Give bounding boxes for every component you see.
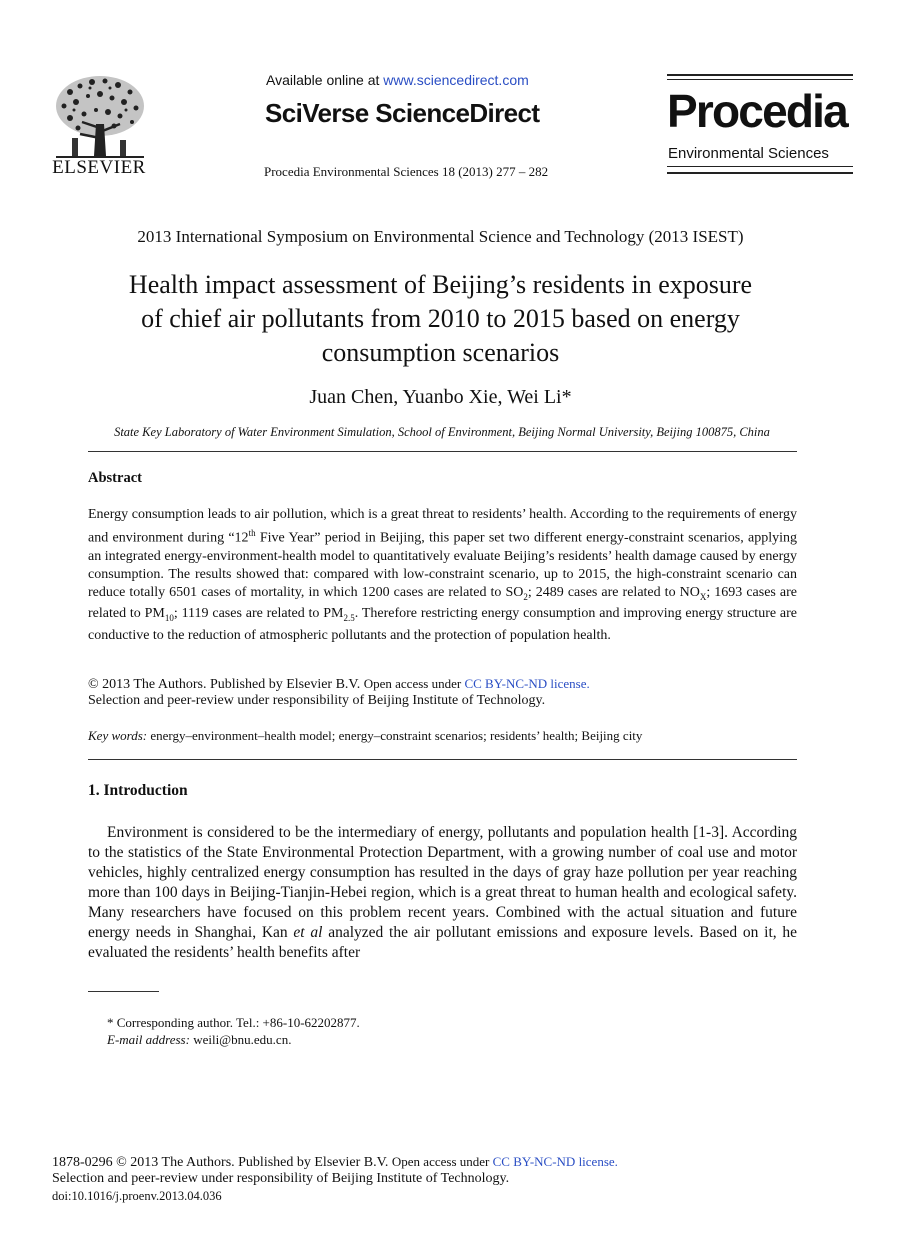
abstract-text: Energy consumption leads to air pollution, which is a great threat to residents’ health. According to the requirements of energy and environment during “12th Five Year” period in Beijing, this paper set two different energy-constraint scenarios, applying an integrated energy-environment-health model to quantitatively evaluate Beijing’s residents’ health damage caused by energy consumption. The results showed that: compared with low-constraint scenario, up to 2015, the high-constraint scenario can reduce totally 6501 cases of mortality, in which 1200 cases are related to $SO_2$; 2489 cases are related to $NO_X$; 1693 cases are related to $PM_{10}$; 1119 cases are related to $PM_{2.5}$. Therefore restricting energy consumption and improving energy structure are conductive to the reduction of atmospheric pollutants and the protection of population health.: [88, 507, 797, 644]
title-line: consumption scenarios: [321, 338, 560, 367]
affiliation: State Key Laboratory of Water Environment Simulation, School of Environment, Beijing Normal University, Beijing 100875, China: [114, 425, 770, 439]
abstract-heading: Abstract: [88, 470, 142, 486]
copyright-notice: © 2013 The Authors. Published by Elsevier B.V. Open access under CC BY-NC-ND license.: [88, 676, 590, 692]
footer-peer-review: Selection and peer-review under responsibility of Beijing Institute of Technology.: [52, 1171, 510, 1186]
author-list: Juan Chen, Yuanbo Xie, Wei Li*: [309, 386, 572, 408]
email-note: [107, 1032, 291, 1048]
symposium-line: 2013 International Symposium on Environmental Science and Technology (2013 ISEST): [137, 227, 744, 246]
procedia-rule: [667, 79, 853, 80]
introduction-heading: 1. Introduction: [88, 782, 188, 799]
paper-title: [60, 268, 821, 370]
footer-doi[interactable]: doi:10.1016/j.proenv.2013.04.036: [52, 1189, 222, 1203]
email-label: E-mail address:: [107, 1032, 190, 1047]
footnote-divider: [88, 991, 159, 992]
footer-license-link[interactable]: CC BY-NC-ND license.: [492, 1154, 618, 1169]
sciencedirect-link[interactable]: www.sciencedirect.com: [383, 72, 529, 88]
footer-copyright: 1878-0296 © 2013 The Authors. Published by Elsevier B.V. Open access under CC BY-NC-ND license.: [52, 1154, 618, 1170]
procedia-rule: [667, 172, 853, 174]
title-line: Health impact assessment of Beijing’s residents in exposure: [128, 270, 753, 299]
email-address[interactable]: weili@bnu.edu.cn.: [189, 1032, 292, 1047]
journal-reference: Procedia Environmental Sciences 18 (2013) 277 – 282: [264, 164, 549, 179]
sciverse-wordmark: SciVerse ScienceDirect: [265, 98, 540, 128]
available-online-line: [266, 72, 529, 88]
procedia-wordmark: Procedia: [667, 85, 847, 137]
section-divider: [88, 759, 797, 760]
corresponding-author-note: * Corresponding author. Tel.: +86-10-62202877.: [107, 1015, 360, 1030]
available-label: Available online at: [266, 72, 384, 88]
keywords-label: Key words:: [88, 728, 148, 743]
peer-review-notice: Selection and peer-review under responsibility of Beijing Institute of Technology.: [88, 693, 546, 708]
procedia-rule: [667, 166, 853, 167]
introduction-text: Environment is considered to be the intermediary of energy, pollutants and population health [1-3]. According to the statistics of the State Environmental Protection Department, with a growing number of coal use and motor vehicles, highly centralized energy consumption has resulted in the days of gray haze pollution per year reaching more than 100 days in Beijing-Tianjin-Hebei region, which is a great threat to human health and ecological safety. Many researchers have focused on this problem recent years. Combined with the actual situation and future energy needs in Shanghai, Kan et al analyzed the air pollutant emissions and exposure levels. Based on it, he evaluated the residents’ health benefits after: [88, 824, 798, 961]
elsevier-wordmark: ELSEVIER: [52, 157, 146, 178]
procedia-rule: [667, 74, 853, 76]
license-link[interactable]: CC BY-NC-ND license.: [464, 676, 590, 691]
procedia-subtitle: Environmental Sciences: [668, 145, 829, 162]
title-line: of chief air pollutants from 2010 to 2015 based on energy: [141, 304, 740, 333]
section-divider: [88, 451, 797, 452]
keywords: Key words: energy–environment–health model; energy–constraint scenarios; residents’ health; Beijing city: [88, 728, 643, 743]
